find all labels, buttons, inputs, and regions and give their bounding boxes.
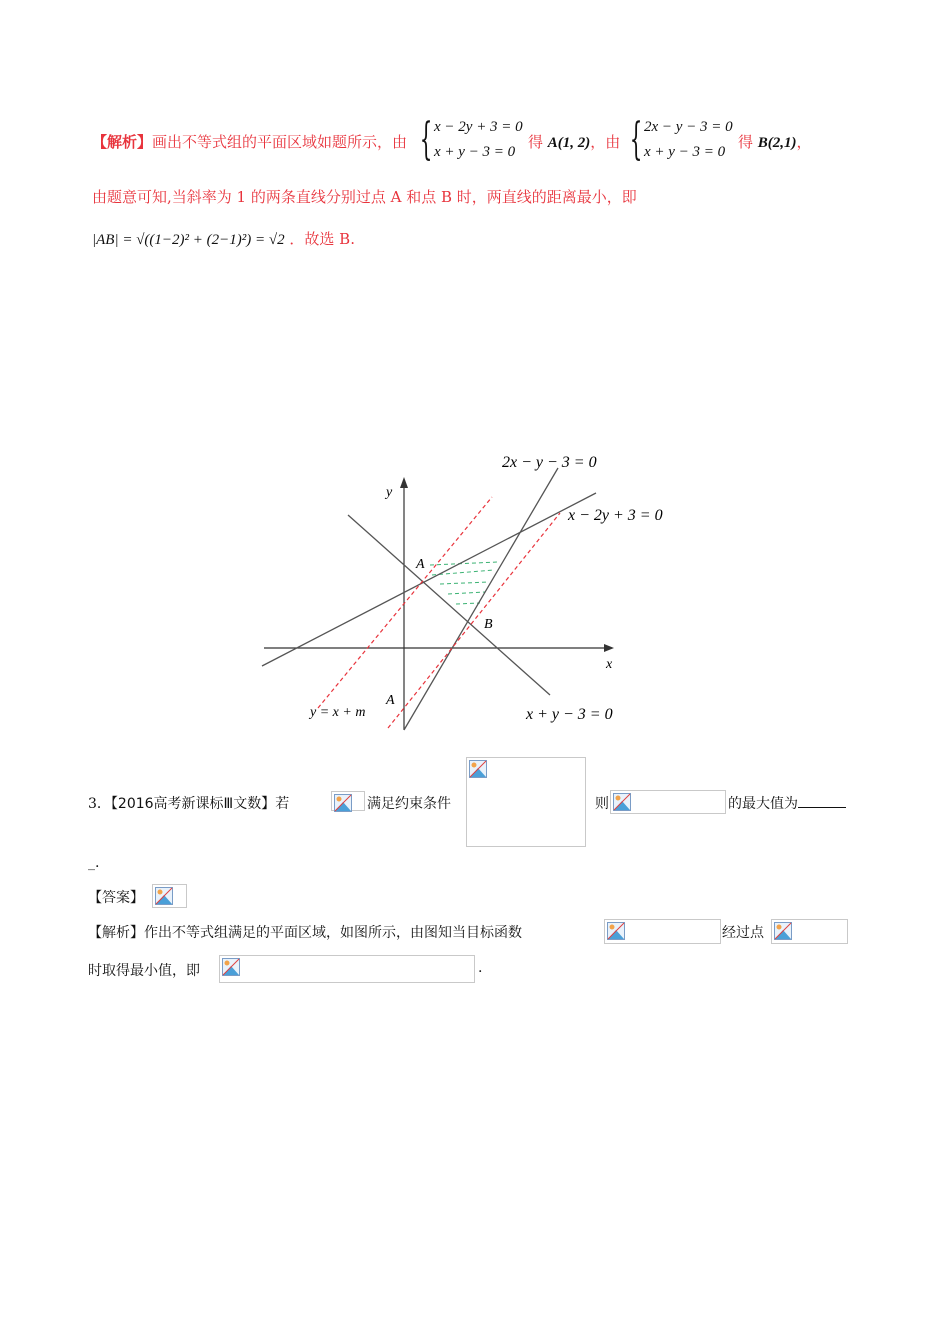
question-source: 【2016高考新课标Ⅲ文数】 bbox=[110, 796, 276, 812]
broken-image-icon bbox=[469, 760, 487, 778]
label-line-x-2y-3: x − 2y + 3 = 0 bbox=[568, 507, 663, 524]
equation-system-1: { x − 2y + 3 = 0 x + y − 3 = 0 bbox=[419, 114, 523, 165]
line-2x-y-3 bbox=[404, 468, 558, 730]
label-line-2x-y-3: 2x − y − 3 = 0 bbox=[502, 454, 597, 471]
question-number: 3． bbox=[88, 796, 111, 812]
get-text-1: 得 bbox=[528, 133, 544, 151]
broken-image-icon bbox=[334, 794, 352, 812]
broken-image-icon bbox=[613, 793, 631, 811]
solution-tag: 【解析】 bbox=[92, 133, 153, 151]
label-line-x-y-3: x + y − 3 = 0 bbox=[526, 706, 613, 723]
label-line-y-x-m: y = x + m bbox=[310, 705, 366, 720]
answer-blank bbox=[798, 793, 846, 808]
solution-line-1 bbox=[92, 131, 407, 152]
line-x-y-3 bbox=[348, 515, 550, 695]
equation-system-2: { 2x − y − 3 = 0 x + y − 3 = 0 bbox=[629, 114, 733, 165]
analysis-period: . bbox=[478, 960, 483, 976]
broken-image-icon bbox=[222, 958, 240, 976]
broken-image-icon bbox=[155, 887, 173, 905]
axis-label-x: x bbox=[606, 657, 613, 672]
x-axis-arrow bbox=[604, 644, 614, 652]
point-b-coord: B(2,1) bbox=[757, 135, 797, 151]
get-text-2: 得 bbox=[738, 133, 754, 151]
conclusion-text: ．故选 B. bbox=[289, 230, 355, 248]
line-x-2y-3 bbox=[262, 493, 596, 666]
system2-eq1: 2x − y − 3 = 0 bbox=[644, 119, 733, 135]
point-label-a: A bbox=[416, 557, 425, 572]
broken-image-icon bbox=[607, 922, 625, 940]
point-a-coord: A(1, 2) bbox=[547, 135, 591, 151]
broken-image-icon bbox=[774, 922, 792, 940]
point-b-result bbox=[738, 131, 812, 152]
question-text-4 bbox=[728, 793, 846, 813]
analysis-text-2: 经过点 bbox=[722, 925, 764, 941]
question-3-line bbox=[88, 793, 289, 813]
min-value-image bbox=[219, 955, 475, 983]
answer-tag: 【答案】 bbox=[88, 890, 144, 906]
dashed-line-through-a bbox=[318, 497, 492, 708]
max-value-text: 的最大值为 bbox=[728, 796, 798, 812]
distance-formula: |AB| = √((1−2)² + (2−1)²) = √2 bbox=[92, 232, 285, 248]
analysis-line-1 bbox=[88, 922, 522, 942]
feasible-region-graph bbox=[255, 445, 675, 740]
point-label-b: B bbox=[484, 617, 493, 632]
analysis-tag: 【解析】 bbox=[88, 925, 144, 941]
target-function-image bbox=[604, 919, 721, 944]
end-comma: ， bbox=[796, 133, 812, 151]
question-text-3: 则 bbox=[595, 796, 609, 812]
analysis-text-3: 时取得最小值，即 bbox=[88, 963, 200, 979]
dashed-line-through-b bbox=[388, 513, 560, 728]
y-axis-arrow bbox=[400, 477, 408, 488]
solution-intro-text: 画出不等式组的平面区域如题所示，由 bbox=[152, 133, 408, 151]
separator-text: ，由 bbox=[590, 133, 621, 151]
constraint-system-image bbox=[466, 757, 586, 847]
solution-line-3 bbox=[92, 228, 355, 249]
system1-eq1: x − 2y + 3 = 0 bbox=[434, 119, 523, 135]
formula-image-xy bbox=[331, 791, 365, 811]
question-text-2: 满足约束条件 bbox=[367, 796, 451, 812]
system2-eq2: x + y − 3 = 0 bbox=[644, 144, 726, 160]
analysis-text-1: 作出不等式组满足的平面区域，如图所示，由图知当目标函数 bbox=[144, 925, 522, 941]
objective-function-image bbox=[610, 790, 726, 814]
answer-image bbox=[152, 884, 187, 908]
question-tail: _. bbox=[88, 855, 100, 871]
point-label-a2: A bbox=[386, 693, 395, 708]
system1-eq2: x + y − 3 = 0 bbox=[434, 144, 516, 160]
question-text-1: 若 bbox=[275, 796, 290, 812]
point-a-result bbox=[528, 131, 620, 152]
axis-label-y: y bbox=[386, 485, 393, 500]
solution-line-2: 由题意可知,当斜率为 1 的两条直线分别过点 A 和点 B 时，两直线的距离最小，即 bbox=[92, 188, 637, 206]
point-image bbox=[771, 919, 848, 944]
